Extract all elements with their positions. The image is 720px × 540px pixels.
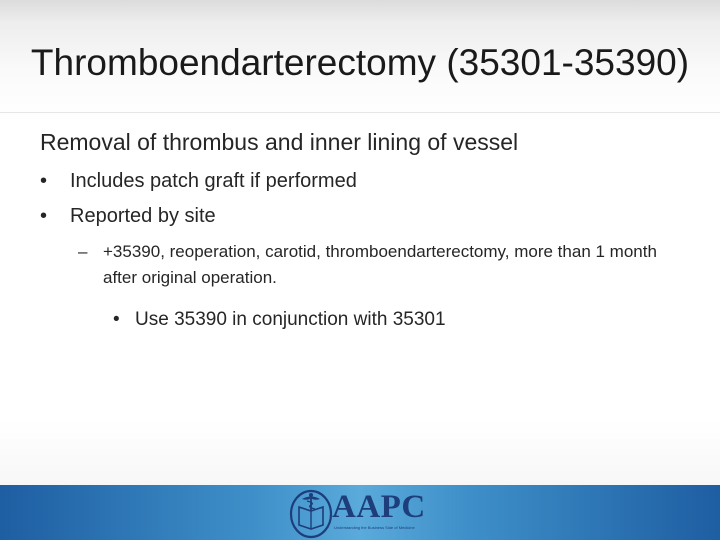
sub-sub-bullet-item — [113, 307, 446, 333]
bullet-item-patch-graft — [40, 168, 357, 194]
bullet-marker: • — [40, 205, 48, 227]
caduceus-book-icon — [288, 489, 334, 539]
sub-bullet-text: +35390, reoperation, carotid, thromboendarterectomy, more than 1 month after original operation. — [103, 242, 657, 287]
sub-sub-bullet-text: Use 35390 in conjunction with 35301 — [135, 309, 446, 330]
logo-tagline: Understanding the Business Side of Medicine — [334, 525, 415, 530]
bullet-text: Reported by site — [70, 205, 216, 227]
aapc-logo — [288, 489, 433, 539]
sub-bullet-marker: – — [78, 242, 88, 261]
intro-text: Removal of thrombus and inner lining of vessel — [40, 129, 519, 155]
logo-wordmark: AAPC — [332, 489, 426, 525]
title-divider — [0, 112, 720, 113]
sub-bullet-item — [78, 239, 678, 291]
bullet-marker: • — [40, 170, 48, 192]
bullet-marker: • — [113, 309, 120, 330]
bullet-text: Includes patch graft if performed — [70, 170, 357, 192]
bullet-item-reported-by-site — [40, 203, 216, 229]
slide-title: Thromboendarterectomy (35301-35390) — [30, 42, 690, 83]
